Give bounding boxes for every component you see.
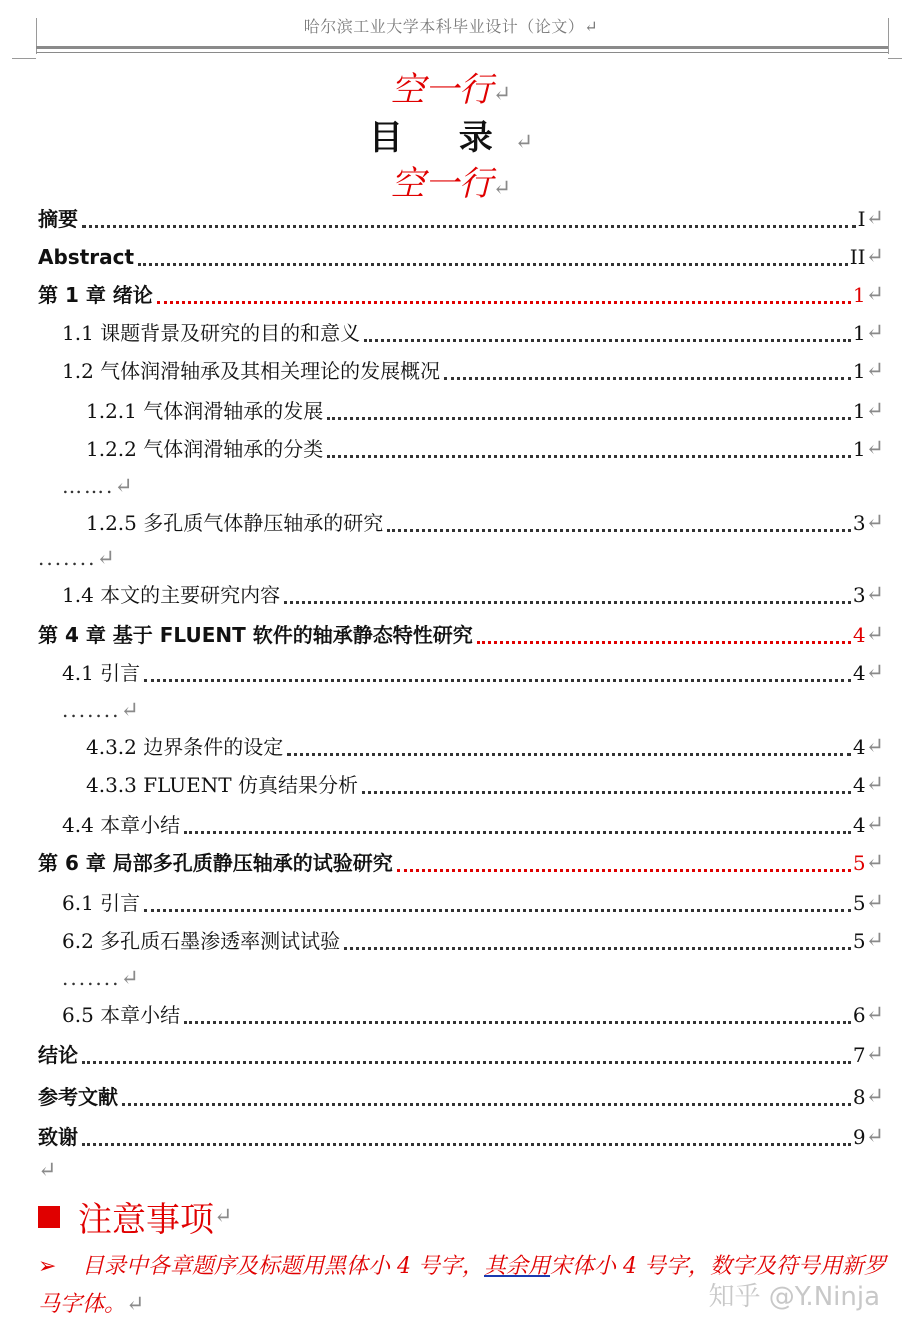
page-header: 哈尔滨工业大学本科毕业设计（论文）↵ (303, 17, 599, 36)
paragraph-mark: ↵ (865, 812, 884, 837)
toc-entry-page: 1 (852, 399, 866, 423)
toc-leader-dots (82, 1123, 851, 1146)
toc-entry[interactable] (38, 280, 884, 310)
paragraph-mark: ↵ (865, 1042, 884, 1067)
toc-entry[interactable] (86, 732, 884, 762)
paragraph-mark: ↵ (865, 398, 884, 423)
toc-entry[interactable] (62, 926, 884, 956)
toc-entry[interactable] (62, 658, 884, 688)
header-corner-left-tick (12, 58, 36, 59)
toc-entry-page: 5 (852, 929, 866, 953)
toc-entry[interactable] (38, 242, 884, 272)
toc-entry-label: 第 1 章 绪论 (38, 283, 153, 307)
toc-entry-page: 8 (852, 1085, 866, 1109)
toc-entry-label: 致谢 (38, 1125, 78, 1149)
toc-entry-page: 9 (852, 1125, 866, 1149)
toc-entry-label: Abstract (38, 245, 135, 269)
toc-entry[interactable] (86, 434, 884, 464)
toc-entry-page: 1 (852, 321, 866, 345)
toc-entry-label: 第 6 章 局部多孔质静压轴承的试验研究 (38, 851, 393, 875)
notice-heading: 注意事项 ↵ (38, 1192, 232, 1241)
toc-leader-dots (387, 509, 851, 532)
header-corner-right-tick (888, 58, 902, 59)
header-rule-thin (36, 52, 888, 53)
toc-entry-page: 3 (852, 511, 866, 535)
toc-entry-page: 1 (852, 283, 866, 307)
toc-leader-dots (477, 621, 851, 644)
toc-entry-label: 1.1 课题背景及研究的目的和意义 (62, 321, 361, 345)
paragraph-mark: ↵ (865, 1084, 884, 1109)
toc-entry-page: 3 (852, 583, 866, 607)
toc-leader-dots (144, 889, 851, 912)
paragraph-mark: ↵ (865, 320, 884, 345)
toc-leader-dots (327, 435, 851, 458)
watermark: 知乎 @Y.Ninja (708, 1282, 880, 1312)
toc-entry-page: 4 (852, 735, 866, 759)
toc-entry-page: 5 (852, 891, 866, 915)
toc-entry[interactable] (38, 1082, 884, 1112)
paragraph-mark: ↵ (865, 734, 884, 759)
toc-entry-label: 摘要 (38, 207, 78, 231)
paragraph-mark: ↵ (865, 244, 884, 269)
toc-entry-page: 4 (852, 773, 866, 797)
toc-entry-page: 1 (852, 359, 866, 383)
notice-title: 注意事项 (78, 1200, 214, 1240)
toc-entry[interactable] (62, 1000, 884, 1030)
toc-leader-dots (327, 397, 851, 420)
header-rule-thick (36, 46, 888, 49)
toc-entry-page: 5 (852, 851, 866, 875)
toc-entry-label: 4.3.2 边界条件的设定 (86, 735, 284, 759)
toc-entry-page: 1 (852, 437, 866, 461)
blank-line-note-bottom: 空一行↵ (390, 164, 512, 204)
empty-paragraph-mark: ↵ (38, 1158, 57, 1183)
toc-entry-label: 1.4 本文的主要研究内容 (62, 583, 281, 607)
toc-entry-label: 4.3.3 FLUENT 仿真结果分析 (86, 773, 358, 797)
paragraph-mark: ↵ (865, 358, 884, 383)
toc-entry[interactable] (38, 204, 884, 234)
toc-leader-dots (362, 771, 851, 794)
paragraph-mark: ↵ (865, 510, 884, 535)
notice-text: ➢ 目录中各章题序及标题用黑体小 4 号字，其余用宋体小 4 号字，数字及符号用新罗马字体。↵ (38, 1248, 890, 1324)
toc-entry-label: 6.5 本章小结 (62, 1003, 181, 1027)
toc-leader-dots (287, 733, 851, 756)
toc-entry-page: 4 (852, 623, 866, 647)
arrow-bullet-icon: ➢ (38, 1254, 57, 1279)
toc-leader-dots (157, 281, 851, 304)
toc-entry[interactable] (62, 810, 884, 840)
toc-leader-dots (138, 243, 848, 266)
toc-leader-dots (184, 811, 851, 834)
toc-leader-dots (82, 205, 856, 228)
toc-entry-page: 4 (852, 813, 866, 837)
toc-entry[interactable] (62, 888, 884, 918)
toc-entry-page: II (849, 245, 866, 269)
header-corner-right (888, 18, 889, 54)
toc-entry-label: 4.4 本章小结 (62, 813, 181, 837)
toc-entry[interactable] (38, 1040, 884, 1070)
toc-leader-dots (344, 927, 851, 950)
toc-entry[interactable] (86, 770, 884, 800)
red-square-bullet-icon (38, 1206, 60, 1228)
toc-entry-label: 4.1 引言 (62, 661, 141, 685)
toc-entry[interactable] (38, 620, 884, 650)
toc-fragment-dots: .......↵ (38, 546, 115, 571)
paragraph-mark: ↵ (865, 772, 884, 797)
toc-entry-label: 参考文献 (38, 1085, 118, 1109)
toc-entry[interactable] (86, 508, 884, 538)
toc-entry-page: 4 (852, 661, 866, 685)
paragraph-mark: ↵ (865, 928, 884, 953)
toc-entry-label: 1.2.1 气体润滑轴承的发展 (86, 399, 324, 423)
toc-entry[interactable] (38, 1122, 884, 1152)
toc-leader-dots (364, 319, 851, 342)
paragraph-mark: ↵ (865, 622, 884, 647)
paragraph-mark: ↵ (865, 1124, 884, 1149)
toc-entry-page: I (857, 207, 866, 231)
toc-leader-dots (184, 1001, 851, 1024)
toc-leader-dots (397, 849, 851, 872)
paragraph-mark: ↵ (865, 660, 884, 685)
toc-fragment-dots: .......↵ (62, 698, 139, 723)
toc-leader-dots (284, 581, 851, 604)
toc-entry-label: 第 4 章 基于 FLUENT 软件的轴承静态特性研究 (38, 623, 473, 647)
paragraph-mark: ↵ (865, 582, 884, 607)
toc-entry[interactable] (38, 848, 884, 878)
toc-entry-page: 6 (852, 1003, 866, 1027)
toc-entry-label: 结论 (38, 1043, 78, 1067)
blank-line-note-top: 空一行↵ (390, 70, 512, 110)
paragraph-mark: ↵ (865, 206, 884, 231)
toc-entry[interactable] (62, 356, 884, 386)
toc-entry-label: 1.2.5 多孔质气体静压轴承的研究 (86, 511, 384, 535)
page-title: 目 录↵ (368, 118, 534, 158)
paragraph-mark: ↵ (865, 890, 884, 915)
toc-leader-dots (444, 357, 851, 380)
paragraph-mark: ↵ (865, 282, 884, 307)
toc-entry-label: 6.1 引言 (62, 891, 141, 915)
toc-entry-page: 7 (852, 1043, 866, 1067)
toc-entry[interactable] (86, 396, 884, 426)
toc-fragment-dots: .......↵ (62, 966, 139, 991)
paragraph-mark: ↵ (865, 436, 884, 461)
toc-fragment-ellipsis: …….↵ (62, 474, 133, 499)
paragraph-mark: ↵ (865, 1002, 884, 1027)
toc-leader-dots (122, 1083, 851, 1106)
toc-entry[interactable] (62, 318, 884, 348)
toc-entry-label: 1.2 气体润滑轴承及其相关理论的发展概况 (62, 359, 441, 383)
toc-leader-dots (144, 659, 851, 682)
toc-entry[interactable] (62, 580, 884, 610)
toc-entry-label: 1.2.2 气体润滑轴承的分类 (86, 437, 324, 461)
paragraph-mark: ↵ (865, 850, 884, 875)
toc-entry-label: 6.2 多孔质石墨渗透率测试试验 (62, 929, 341, 953)
toc-leader-dots (82, 1041, 851, 1064)
